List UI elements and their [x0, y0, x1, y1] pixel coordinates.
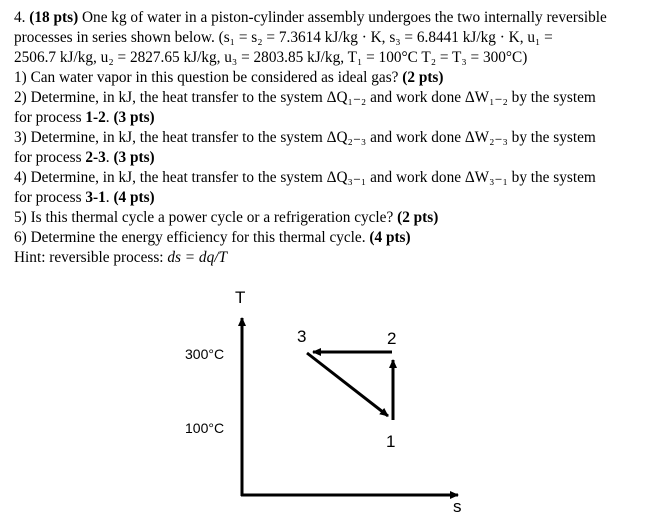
- problem-number: 4.: [14, 9, 30, 26]
- y-axis-label: T: [235, 288, 246, 307]
- point-1-label: 1: [386, 432, 396, 451]
- point-3-label: 3: [297, 327, 307, 346]
- hint-formula: ds = dq/T: [167, 249, 227, 266]
- question-2-line-1: 2) Determine, in kJ, the heat transfer to the system ΔQ₁₋₂ and work done ΔW₁₋₂ by the system: [14, 89, 596, 106]
- question-5: 5) Is this thermal cycle a power cycle or a refrigeration cycle? (2 pts): [14, 209, 439, 226]
- tick-100c: 100°C: [185, 420, 225, 436]
- question-3-line-2: for process 2-3. (3 pts): [14, 149, 155, 166]
- hint: Hint: reversible process: ds = dq/T: [14, 249, 227, 266]
- question-4-line-1: 4) Determine, in kJ, the heat transfer to the system ΔQ₃₋₁ and work done ΔW₃₋₁ by the system: [14, 169, 596, 186]
- problem-intro: One kg of water in a piston-cylinder assembly undergoes the two internally reversible: [78, 9, 607, 26]
- question-1: 1) Can water vapor in this question be considered as ideal gas? (2 pts): [14, 69, 444, 86]
- problem-points: (18 pts): [29, 9, 79, 26]
- process-3-1: [307, 353, 388, 416]
- question-2-line-2: for process 1-2. (3 pts): [14, 109, 155, 126]
- problem-line-3: 2506.7 kJ/kg, u₂ = 2827.65 kJ/kg, u₃ = 2803.85 kJ/kg, T₁ = 100°C T₂ = T₃ = 300°C): [14, 49, 528, 66]
- tick-300c: 300°C: [185, 346, 225, 362]
- question-6: 6) Determine the energy efficiency for this thermal cycle. (4 pts): [14, 229, 411, 246]
- question-3-line-1: 3) Determine, in kJ, the heat transfer to the system ΔQ₂₋₃ and work done ΔW₂₋₃ by the system: [14, 129, 596, 146]
- question-4-line-2: for process 3-1. (4 pts): [14, 189, 155, 206]
- problem-line-2: processes in series shown below. (s₁ = s₂ = 7.3614 kJ/kg · K, s₃ = 6.8441 kJ/kg · K, u₁ =: [14, 29, 553, 46]
- x-axis-label: s: [453, 497, 462, 516]
- point-2-label: 2: [387, 329, 397, 348]
